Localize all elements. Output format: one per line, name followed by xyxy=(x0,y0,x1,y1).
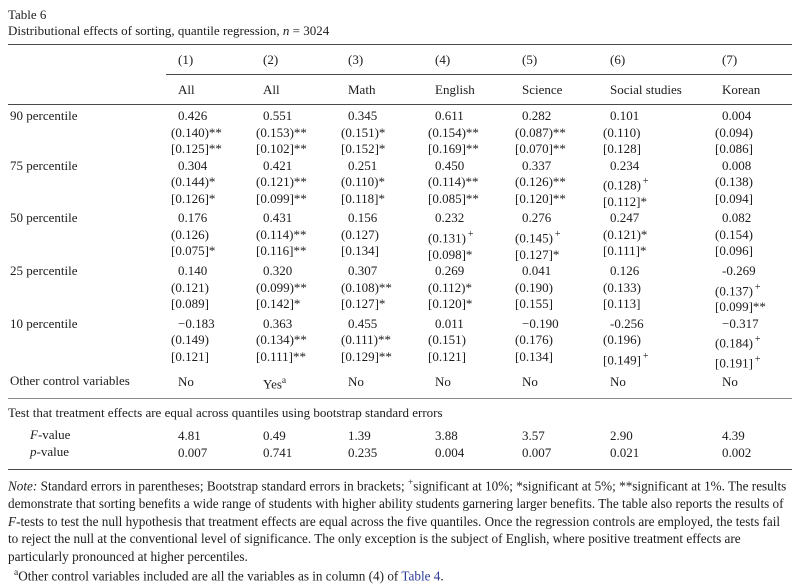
estimate: 0.611 xyxy=(435,108,464,123)
standard-error: (0.111)** xyxy=(341,332,391,348)
column-number-6: (6) xyxy=(610,52,626,67)
table-footnote xyxy=(8,565,792,585)
p-value-col1: 0.007 xyxy=(178,445,208,461)
estimate: 0.320 xyxy=(263,263,293,279)
significance-star-marker: ** xyxy=(752,299,766,315)
row-label: 25 percentile xyxy=(10,263,78,279)
f-value-label-italic: F xyxy=(30,427,38,443)
significance-star-marker: ** xyxy=(293,190,307,206)
standard-error: (0.121) xyxy=(171,279,209,295)
data-cell-col4 xyxy=(423,263,510,313)
p-value-col6: 0.021 xyxy=(610,445,640,461)
standard-error: (0.110) xyxy=(603,124,641,140)
significance-star-marker: ** xyxy=(377,332,391,348)
standard-error: (0.154)** xyxy=(428,124,479,140)
p-value-label-rest: -value xyxy=(36,444,69,460)
data-cell-col5 xyxy=(510,158,598,208)
standard-error: (0.140)** xyxy=(171,124,222,140)
note-seg1: Standard errors in parentheses; Bootstrap standard errors in brackets; xyxy=(37,478,408,494)
note-f-italic: F xyxy=(8,513,17,529)
table-body xyxy=(8,105,792,372)
standard-error: (0.138) xyxy=(715,174,753,189)
significance-star-marker: ** xyxy=(293,332,307,348)
f-value-col4: 3.88 xyxy=(435,428,458,444)
bootstrap-standard-error: [0.070]** xyxy=(515,141,566,156)
bootstrap-standard-error: [0.098]* xyxy=(428,246,473,262)
bootstrap-standard-error: [0.191] + xyxy=(715,354,761,371)
standard-error: (0.110)* xyxy=(341,174,385,189)
standard-error: (0.094) xyxy=(715,124,753,140)
column-subject-2: All xyxy=(263,82,280,97)
percentile-row-10 xyxy=(8,316,792,372)
standard-error: (0.190) xyxy=(515,279,553,295)
controls-value-col7: No xyxy=(722,374,738,390)
significance-star-marker: ** xyxy=(208,124,222,140)
data-cell-col1 xyxy=(166,210,251,260)
f-value-col7: 4.39 xyxy=(722,428,745,444)
bootstrap-standard-error: [0.142]* xyxy=(256,296,301,312)
f-value-col2: 0.49 xyxy=(263,428,286,444)
standard-error: (0.133) xyxy=(603,279,641,295)
row-label: 75 percentile xyxy=(10,157,78,173)
standard-error: (0.126) xyxy=(171,226,209,242)
standard-error: (0.137) + xyxy=(715,281,761,298)
bootstrap-standard-error: [0.127]* xyxy=(515,246,560,262)
estimate: 0.450 xyxy=(435,157,465,173)
controls-row-label: Other control variables xyxy=(10,373,130,389)
bootstrap-standard-error: [0.089] xyxy=(171,296,209,312)
row-label: 10 percentile xyxy=(10,315,78,331)
standard-error: (0.112)* xyxy=(428,279,472,295)
bootstrap-standard-error: [0.152]* xyxy=(341,141,386,156)
standard-error: (0.149) xyxy=(171,332,209,348)
note-label: Note: xyxy=(8,478,38,494)
standard-error: (0.128) + xyxy=(603,176,649,193)
significance-star-marker: ** xyxy=(552,141,566,156)
significance-star-marker: * xyxy=(378,190,385,206)
column-subject-5: Science xyxy=(522,82,563,97)
estimate: 0.337 xyxy=(522,157,552,173)
bootstrap-standard-error: [0.120]* xyxy=(428,296,473,312)
estimate: 0.421 xyxy=(263,157,293,173)
bootstrap-standard-error: [0.155] xyxy=(515,296,553,312)
significance-star-marker: * xyxy=(378,174,385,189)
bootstrap-standard-error: [0.121] xyxy=(171,348,209,364)
significance-star-marker: * xyxy=(378,124,386,140)
estimate: 0.011 xyxy=(435,315,464,331)
p-value-row xyxy=(8,444,792,461)
column-number-3: (3) xyxy=(348,52,364,67)
standard-error: (0.131) + xyxy=(428,228,474,246)
significance-star-marker: * xyxy=(208,174,216,189)
standard-error: (0.121)* xyxy=(603,226,648,242)
data-cell-col3 xyxy=(336,263,423,313)
data-cell-col1 xyxy=(166,108,251,158)
bootstrap-standard-error: [0.096] xyxy=(715,243,753,259)
significance-star-marker: ** xyxy=(465,190,479,206)
estimate: 0.008 xyxy=(722,157,752,173)
estimate: 0.126 xyxy=(610,263,640,279)
significance-star-marker: ** xyxy=(552,190,566,206)
percentile-row-25 xyxy=(8,263,792,316)
standard-error: (0.099)** xyxy=(256,279,307,295)
significance-plus-marker: + xyxy=(642,350,649,362)
bootstrap-standard-error: [0.094] xyxy=(715,190,753,206)
standard-error: (0.176) xyxy=(515,332,553,348)
significance-plus-marker: + xyxy=(754,281,761,293)
standard-error: (0.108)** xyxy=(341,279,392,295)
significance-star-marker: * xyxy=(293,296,301,312)
data-cell-col4 xyxy=(423,108,510,158)
significance-plus-marker: + xyxy=(754,354,761,366)
bootstrap-standard-error: [0.125]** xyxy=(171,141,222,156)
significance-star-marker: * xyxy=(640,226,648,242)
controls-value-col2: Yes$^a$ xyxy=(263,376,287,392)
significance-star-marker: * xyxy=(640,193,647,209)
estimate: -0.269 xyxy=(722,263,756,279)
data-cell-col6 xyxy=(598,316,710,369)
bootstrap-standard-error: [0.118]* xyxy=(341,190,385,206)
data-cell-col7 xyxy=(710,108,792,158)
significance-star-marker: ** xyxy=(293,174,307,189)
estimate: 0.269 xyxy=(435,263,465,279)
column-subject-7: Korean xyxy=(722,82,761,97)
estimate: 0.101 xyxy=(610,108,640,123)
data-cell-col3 xyxy=(336,210,423,260)
percentile-row-50 xyxy=(8,210,792,263)
footnote-period: . xyxy=(440,568,444,584)
bootstrap-standard-error: [0.099]** xyxy=(256,190,307,206)
significance-star-marker: * xyxy=(639,243,647,259)
controls-value-col5: No xyxy=(522,374,538,390)
significance-star-marker: ** xyxy=(293,226,307,242)
column-number-2: (2) xyxy=(263,52,279,67)
bootstrap-standard-error: [0.169]** xyxy=(428,141,479,156)
table-title xyxy=(8,23,792,39)
estimate: 0.232 xyxy=(435,210,465,226)
data-cell-col7 xyxy=(710,263,792,316)
significance-star-marker: * xyxy=(208,243,216,259)
note-seg2: significant at 10%; *significant at 5%; **significant at 1%. The results demonstrate that sorting benefits a wide range of students with higher ability students garnering larger benefits. The table also reports the results of xyxy=(8,478,787,512)
significance-star-marker: * xyxy=(378,296,386,312)
footnote-a-marker: a xyxy=(14,568,19,579)
note-plus-marker: + xyxy=(407,478,414,489)
significance-plus-marker: + xyxy=(554,228,561,240)
standard-error: (0.196) xyxy=(603,332,641,348)
column-number-row xyxy=(8,45,792,74)
f-value-row xyxy=(8,427,792,444)
column-subject-3: Math xyxy=(348,82,376,97)
estimate: 0.345 xyxy=(348,108,378,123)
table-title-n-var: n xyxy=(282,23,290,38)
standard-error: (0.153)** xyxy=(256,124,307,140)
significance-star-marker: ** xyxy=(552,124,566,140)
bootstrap-standard-error: [0.127]* xyxy=(341,296,386,312)
significance-star-marker: ** xyxy=(293,124,307,140)
data-cell-col6 xyxy=(598,263,710,313)
footnote-text: Other control variables included are all the variables as in column (4) of xyxy=(18,568,402,584)
estimate: −0.190 xyxy=(522,315,559,331)
data-cell-col7 xyxy=(710,158,792,208)
significance-star-marker: ** xyxy=(552,174,566,189)
estimate: -0.256 xyxy=(610,315,644,331)
estimate: 0.251 xyxy=(348,157,378,173)
bootstrap-standard-error: [0.149] + xyxy=(603,350,649,368)
standard-error: (0.154) xyxy=(715,226,753,242)
data-cell-col2 xyxy=(251,210,336,260)
f-value-col5: 3.57 xyxy=(522,428,545,444)
column-number-7: (7) xyxy=(722,52,738,67)
significance-star-marker: * xyxy=(378,141,386,156)
significance-star-marker: * xyxy=(208,190,216,206)
bootstrap-standard-error: [0.120]** xyxy=(515,190,566,206)
data-cell-col2 xyxy=(251,158,336,208)
bootstrap-standard-error: [0.129]** xyxy=(341,348,392,364)
significance-star-marker: * xyxy=(465,246,473,262)
bootstrap-standard-error: [0.111]* xyxy=(603,243,647,259)
standard-error: (0.134)** xyxy=(256,332,307,348)
ftest-heading: Test that treatment effects are equal across quantiles using bootstrap standard errors xyxy=(8,405,443,421)
estimate: 0.234 xyxy=(610,157,640,173)
significance-plus-marker: + xyxy=(467,228,474,240)
data-cell-col2 xyxy=(251,263,336,313)
controls-value-col6: No xyxy=(610,374,626,390)
bootstrap-standard-error: [0.128] xyxy=(603,141,641,156)
data-cell-col1 xyxy=(166,316,251,366)
data-cell-col3 xyxy=(336,158,423,208)
data-cell-col2 xyxy=(251,316,336,366)
bootstrap-standard-error: [0.121] xyxy=(428,348,466,364)
column-subject-4: English xyxy=(435,82,475,97)
significance-star-marker: ** xyxy=(465,141,479,156)
f-value-label-rest: -value xyxy=(37,427,71,443)
standard-error: (0.127) xyxy=(341,226,379,242)
bootstrap-standard-error: [0.116]** xyxy=(256,243,307,259)
p-value-col5: 0.007 xyxy=(522,445,552,461)
ftest-top-rule xyxy=(8,398,792,399)
data-cell-col2 xyxy=(251,108,336,158)
estimate: 0.426 xyxy=(178,108,208,123)
data-cell-col4 xyxy=(423,316,510,366)
significance-star-marker: * xyxy=(465,296,473,312)
bootstrap-standard-error: [0.134] xyxy=(341,243,379,259)
significance-star-marker: ** xyxy=(378,279,392,295)
estimate: 0.176 xyxy=(178,210,208,226)
f-value-col6: 2.90 xyxy=(610,428,633,444)
data-cell-col6 xyxy=(598,158,710,211)
bootstrap-standard-error: [0.086] xyxy=(715,141,753,156)
note-seg3: -tests to test the null hypothesis that treatment effects are equal across the five quantiles. Once the regression controls are employed, the tests fail to reject the null at the conventional level of significance. The only exception is the subject of English, where positive treatment effects are particularly pronounced at higher percentiles. xyxy=(8,513,781,564)
p-value-label-italic: p xyxy=(30,444,37,460)
footnote-a-ref: a xyxy=(281,376,287,387)
bootstrap-standard-error: [0.112]* xyxy=(603,193,647,209)
estimate: 0.004 xyxy=(722,108,752,123)
data-cell-col7 xyxy=(710,210,792,260)
ftest-rows xyxy=(8,427,792,461)
p-value-col2: 0.741 xyxy=(263,445,293,461)
significance-star-marker: ** xyxy=(292,348,306,364)
estimate: 0.247 xyxy=(610,210,640,226)
estimate: 0.363 xyxy=(263,315,293,331)
data-cell-col6 xyxy=(598,108,710,158)
table-title-n-value: = 3024 xyxy=(289,23,330,38)
f-value-col1: 4.81 xyxy=(178,428,201,444)
column-subject-1: All xyxy=(178,82,195,97)
standard-error: (0.184) + xyxy=(715,334,761,351)
bootstrap-standard-error: [0.099]** xyxy=(715,299,766,315)
bootstrap-standard-error: [0.102]** xyxy=(256,141,307,156)
controls-row xyxy=(8,373,792,392)
data-cell-col4 xyxy=(423,158,510,208)
significance-star-marker: ** xyxy=(293,141,307,156)
row-label: 90 percentile xyxy=(10,108,78,123)
significance-star-marker: * xyxy=(465,279,472,295)
estimate: 0.041 xyxy=(522,263,552,279)
table-note xyxy=(8,475,792,565)
estimate: 0.455 xyxy=(348,315,378,331)
data-cell-col7 xyxy=(710,316,792,372)
estimate: −0.183 xyxy=(178,315,215,331)
data-cell-col3 xyxy=(336,108,423,158)
p-value-col7: 0.002 xyxy=(722,445,752,461)
estimate: 0.307 xyxy=(348,263,378,279)
table4-link[interactable]: Table 4 xyxy=(401,568,441,584)
percentile-row-75 xyxy=(8,158,792,211)
data-cell-col5 xyxy=(510,210,598,263)
estimate: 0.156 xyxy=(348,210,378,226)
significance-star-marker: ** xyxy=(293,279,307,295)
standard-error: (0.114)** xyxy=(428,174,479,189)
estimate: 0.282 xyxy=(522,108,552,123)
bootstrap-standard-error: [0.113] xyxy=(603,296,641,312)
significance-star-marker: ** xyxy=(378,348,392,364)
significance-star-marker: ** xyxy=(465,124,479,140)
significance-plus-marker: + xyxy=(754,334,761,346)
controls-value-col3: No xyxy=(348,374,364,390)
table-caption xyxy=(8,7,792,39)
estimate: 0.551 xyxy=(263,108,293,123)
bootstrap-standard-error: [0.085]** xyxy=(428,190,479,206)
data-cell-col1 xyxy=(166,158,251,208)
standard-error: (0.121)** xyxy=(256,174,307,189)
table-bottom-rule xyxy=(8,469,792,470)
standard-error: (0.151)* xyxy=(341,124,386,140)
standard-error: (0.087)** xyxy=(515,124,566,140)
p-value-col3: 0.235 xyxy=(348,445,378,461)
percentile-row-90 xyxy=(8,108,792,158)
significance-star-marker: ** xyxy=(465,174,479,189)
row-label: 50 percentile xyxy=(10,210,78,226)
table-number: Table 6 xyxy=(8,7,47,22)
estimate: 0.082 xyxy=(722,210,752,226)
controls-value-col1: No xyxy=(178,374,194,390)
p-value-col4: 0.004 xyxy=(435,445,465,461)
data-cell-col5 xyxy=(510,316,598,366)
data-cell-col5 xyxy=(510,108,598,158)
data-cell-col4 xyxy=(423,210,510,263)
estimate: −0.317 xyxy=(722,315,759,331)
standard-error: (0.114)** xyxy=(256,226,307,242)
column-number-4: (4) xyxy=(435,52,451,67)
bootstrap-standard-error: [0.126]* xyxy=(171,190,216,206)
standard-error: (0.126)** xyxy=(515,174,566,189)
significance-star-marker: * xyxy=(552,246,560,262)
estimate: 0.276 xyxy=(522,210,552,226)
column-number-1: (1) xyxy=(178,52,194,67)
significance-plus-marker: + xyxy=(642,176,649,187)
column-number-5: (5) xyxy=(522,52,538,67)
estimate: 0.140 xyxy=(178,263,208,279)
bootstrap-standard-error: [0.111]** xyxy=(256,348,306,364)
data-cell-col5 xyxy=(510,263,598,313)
data-cell-col3 xyxy=(336,316,423,366)
bootstrap-standard-error: [0.075]* xyxy=(171,243,216,259)
standard-error: (0.144)* xyxy=(171,174,216,189)
estimate: 0.304 xyxy=(178,157,208,173)
bootstrap-standard-error: [0.134] xyxy=(515,348,553,364)
f-value-label xyxy=(8,427,166,444)
controls-value-col4: No xyxy=(435,374,451,390)
data-cell-col6 xyxy=(598,210,710,260)
data-cell-col1 xyxy=(166,263,251,313)
p-value-label xyxy=(8,444,166,461)
table-title-text: Distributional effects of sorting, quantile regression, xyxy=(8,23,283,38)
column-subject-6: Social studies xyxy=(610,82,682,97)
significance-star-marker: ** xyxy=(293,243,307,259)
f-value-col3: 1.39 xyxy=(348,428,371,444)
column-subject-row xyxy=(8,75,792,104)
standard-error: (0.151) xyxy=(428,332,466,348)
significance-star-marker: ** xyxy=(208,141,222,156)
standard-error: (0.145) + xyxy=(515,228,561,246)
estimate: 0.431 xyxy=(263,210,293,226)
